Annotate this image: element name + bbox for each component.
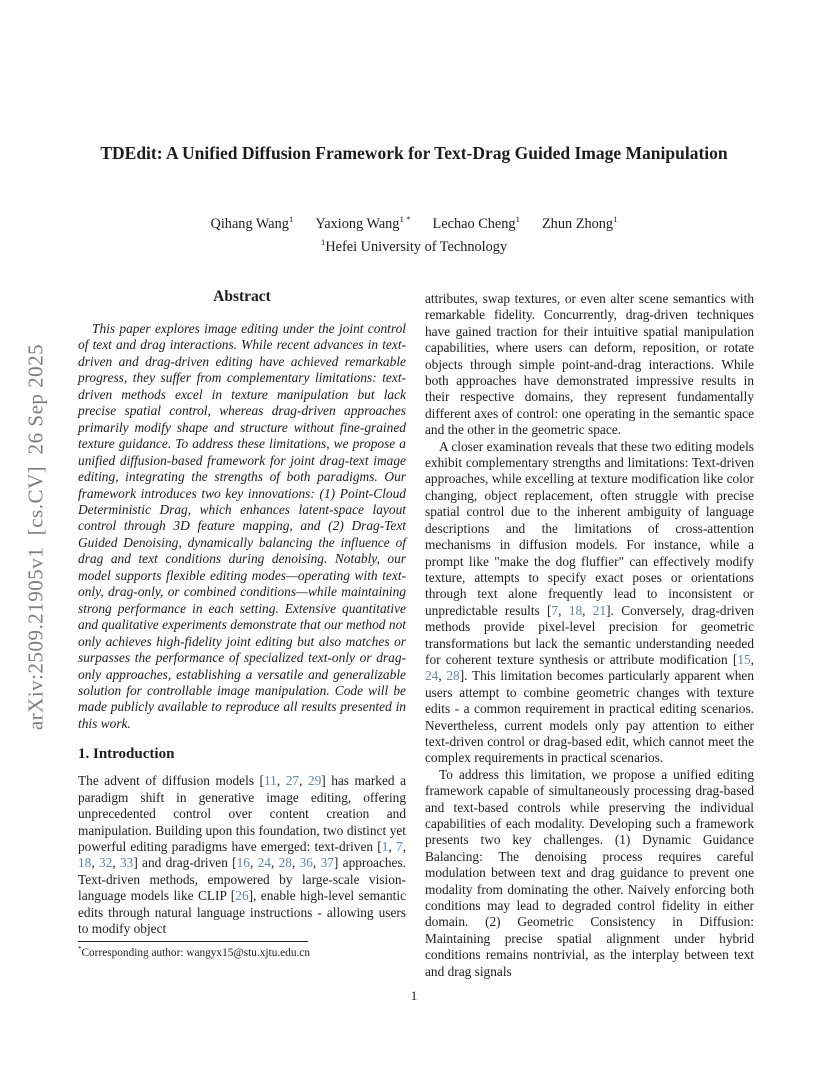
citation-link[interactable]: 7 [395,838,403,854]
citation-link[interactable]: 33 [119,855,134,871]
body-paragraph: A closer examination reveals that these two editing models exhibit complementary strengths and limitations: Text-driven approaches, while excelling at texture modification like color changing, object replacement, often struggle with precise spatial control due to the inherent ambiguity of language descriptions and the limitations of cross-attention mechanisms in diffusion models. For instance, while a prompt like "make the dog fluffier" can effectively modify texture, attempts to specify exact poses or orientations through text alone frequently lead to inconsistent or unpredictable results [7, 18, 21]. Conversely, drag-driven methods provide pixel-level precision for geometric transformations but lack the semantic understanding needed for coherent texture synthesis or attribute modification [15, 24, 28]. This limitation becomes particularly apparent when users attempt to combine geometric changes with texture edits - a common requirement in practical editing scenarios. Nevertheless, current models only pay attention to either text-driven control or drag-based edit, which cannot meet the complex requirements in practical scenarios. [425,438,755,766]
author-name: Zhun Zhong$^1$ [541,214,618,232]
affiliation-name: Hefei University of Technology [325,239,508,255]
citation-link[interactable]: 11 [263,773,277,789]
citation-link[interactable]: 24 [257,855,271,871]
author-sup: 1 [288,214,294,225]
body-paragraph: To address this limitation, we propose a unified editing framework capable of simultaneously processing drag-based and text-based controls while preserving the individual capabilities of each modality. Developing such a framework presents two key challenges. (1) Dynamic Guidance Balancing: The denoising process requires careful modulation between text and drag guidance to prevent one modality from dominating the other. Naively enforcing both conditions may lead to degraded control fidelity in either domain. (2) Geometric Consistency in Diffusion: Maintaining precise spatial alignment under hybrid conditions remains nontrivial, as the interplay between text and drag signals [425,766,754,979]
citation-link[interactable]: 21 [592,602,607,618]
affiliation [0,239,828,256]
author-name: Qihang Wang$^1$ [210,214,294,232]
citation-link[interactable]: 1 [381,838,389,854]
citation-link[interactable]: 24 [425,668,439,684]
author-sup: 1 [515,214,520,225]
page-number: 1 [410,988,418,1003]
email-link[interactable]: wangyx15@stu.xjtu.edu.cn [186,947,310,959]
citation-link[interactable]: 32 [98,855,113,871]
citation-link[interactable]: 28 [446,668,460,684]
citation-link[interactable]: 26 [235,888,249,904]
citation-link[interactable]: 29 [307,773,322,789]
paper-title: TDEdit: A Unified Diffusion Framework for Text-Drag Guided Image Manipulation [100,143,728,163]
footnote [78,941,406,960]
citation-link[interactable]: 37 [320,855,334,871]
abstract-text: This paper explores image editing under the joint control of text and drag interactions. While recent advances in text-driven and drag-driven editing have achieved remarkable progress, they suffer from complementary limitations: text-driven methods excel in texture manipulation but lack precise spatial control, whereas drag-driven approaches primarily modify shape and structure without fine-grained texture guidance. To address these limitations, we propose a unified diffusion-based framework for joint drag-text image editing, integrating the strengths of both paradigms. Our framework introduces two key innovations: (1) Point-Cloud Deterministic Drag, which enhances latent-space layout control through 3D feature mapping, and (2) Drag-Text Guided Denoising, dynamically balancing the influence of drag and text conditions during denoising. Notably, our model supports flexible editing modes—operating with text-only, drag-only, or combined conditions—while maintaining strong performance in each setting. Extensive quantitative and qualitative experiments demonstrate that our method not only achieves high-fidelity joint editing but also matches or surpasses the performance of specialized text-only or drag-only approaches, establishing a versatile and generalizable solution for controllable image manipulation. Code will be made publicly available to reproduce all results presented in this work. [78,321,406,731]
author-sup: 1 [613,214,618,225]
citation-link[interactable]: 28 [278,855,292,871]
column-right [425,291,754,980]
citation-link[interactable]: 36 [299,855,313,871]
arxiv-banner: arXiv:2509.21905v1 [cs.CV] 26 Sep 2025 [23,343,48,731]
footnote-rule [78,941,308,942]
column-left [78,288,406,937]
citation-link[interactable]: 27 [285,773,300,789]
affiliation-sup: 1 [320,237,326,248]
citation-link[interactable]: 7 [551,602,559,618]
citation-link[interactable]: 18 [78,855,92,871]
citation-link[interactable]: 15 [737,651,751,667]
footnote-label: Corresponding author: [81,947,187,959]
citation-link[interactable]: 16 [236,855,250,871]
section-heading-introduction: 1. Introduction [78,746,175,763]
author-name: Yaxiong Wang$^{1 *}$ [315,214,411,232]
footnote-marker: * [78,945,82,954]
body-paragraph: attributes, swap textures, or even alter scene semantics with remarkable fidelity. Concurrently, drag-driven techniques have gained traction for their intuitive spatial manipulation capabilities, where users can deform, reposition, or rotate objects through simple point-and-drag interactions. While both approaches have demonstrated impressive results in their respective domains, they represent fundamentally different axes of control: one operating in the semantic space and the other in the geometric space. [425,291,754,438]
author-name: Lechao Cheng$^1$ [432,214,520,232]
citation-link[interactable]: 18 [568,602,583,618]
abstract-heading: Abstract [213,288,271,305]
author-sup: 1 * [399,214,411,225]
authors-line [0,216,828,233]
intro-paragraph: The advent of diffusion models [11, 27, 29] has marked a paradigm shift in generative image editing, offering unprecedented control over content creation and manipulation. Building upon this foundation, two distinct yet powerful editing paradigms have emerged: text-driven [1, 7, 18, 32, 33] and drag-driven [16, 24, 28, 36, 37] approaches. Text-driven methods, empowered by large-scale vision-language models like CLIP [26], enable high-level semantic edits through natural language instructions - allowing users to modify object [78,773,407,936]
